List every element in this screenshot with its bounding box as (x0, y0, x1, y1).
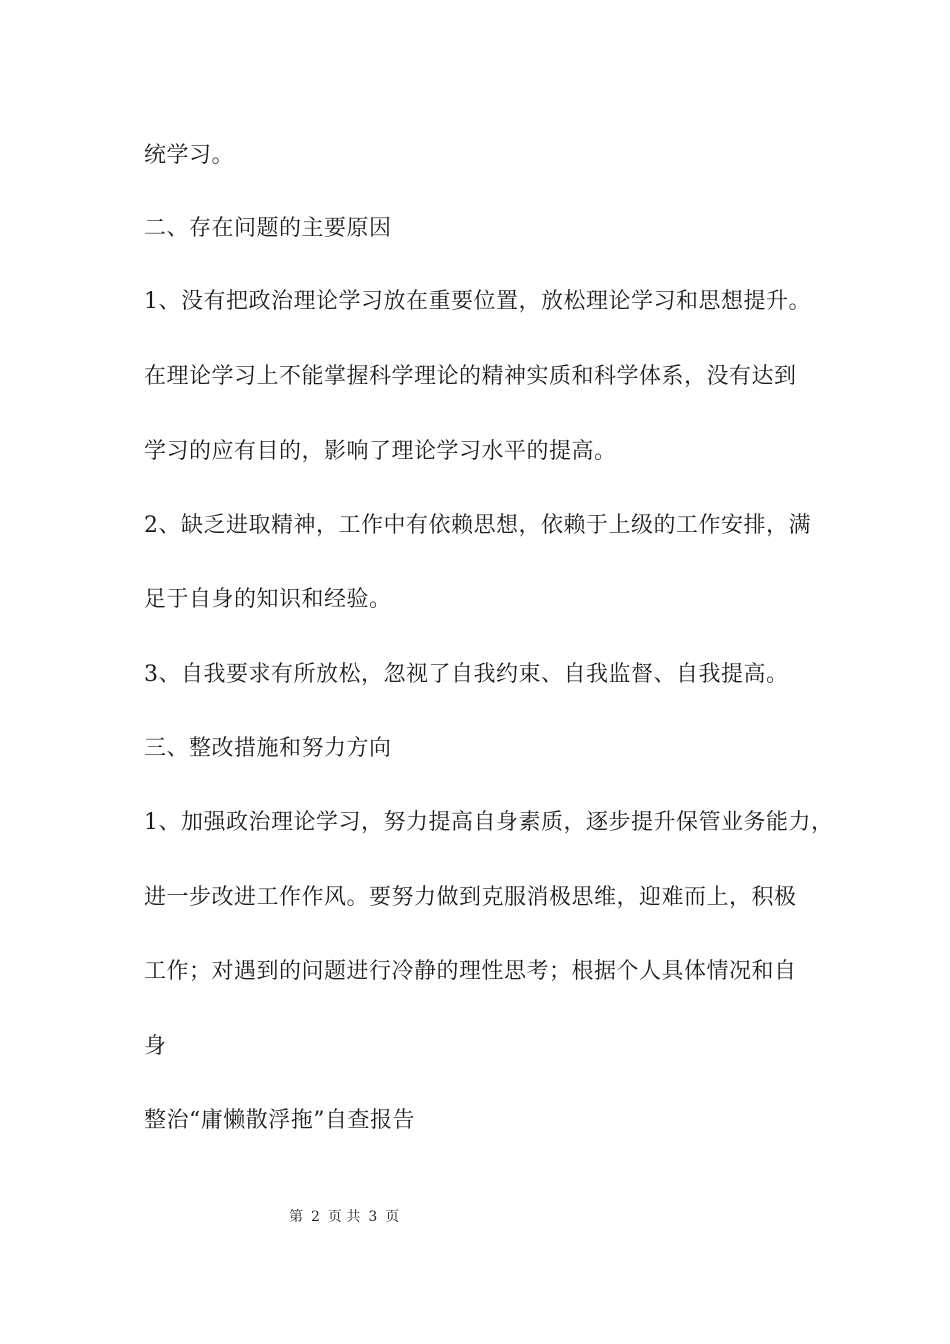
document-title: 整治“庸懒散浮拖”自查报告 (144, 1108, 415, 1133)
text-line: 3、自我要求有所放松，忽视了自我约束、自我监督、自我提高。 (144, 662, 789, 687)
footer-prefix: 第 (289, 1209, 303, 1225)
footer-total-pages: 3 (368, 1209, 378, 1225)
footer-middle: 页 共 (327, 1209, 361, 1225)
text-line: 工作；对遇到的问题进行冷静的理性思考；根据个人具体情况和自 (144, 959, 797, 984)
text-line: 足于自身的知识和经验。 (144, 587, 392, 612)
text-line: 统学习。 (144, 143, 235, 168)
footer-suffix: 页 (385, 1209, 400, 1225)
section-heading: 二、存在问题的主要原因 (144, 216, 392, 241)
text-line: 1、加强政治理论学习，努力提高自身素质，逐步提升保管业务能力， (144, 810, 834, 835)
footer-current-page: 2 (311, 1209, 320, 1225)
section-heading: 三、整改措施和努力方向 (144, 736, 392, 761)
text-line: 学习的应有目的，影响了理论学习水平的提高。 (144, 439, 617, 464)
text-line: 1、没有把政治理论学习放在重要位置，放松理论学习和思想提升。 (144, 289, 811, 314)
text-line: 在理论学习上不能掌握科学理论的精神实质和科学体系，没有达到 (144, 364, 797, 389)
text-line: 身 (144, 1034, 167, 1059)
text-line: 2、缺乏进取精神，工作中有依赖思想，依赖于上级的工作安排，满 (144, 513, 811, 538)
text-line: 进一步改进工作作风。要努力做到克服消极思维，迎难而上，积极 (144, 885, 797, 910)
page-footer (0, 1207, 950, 1227)
